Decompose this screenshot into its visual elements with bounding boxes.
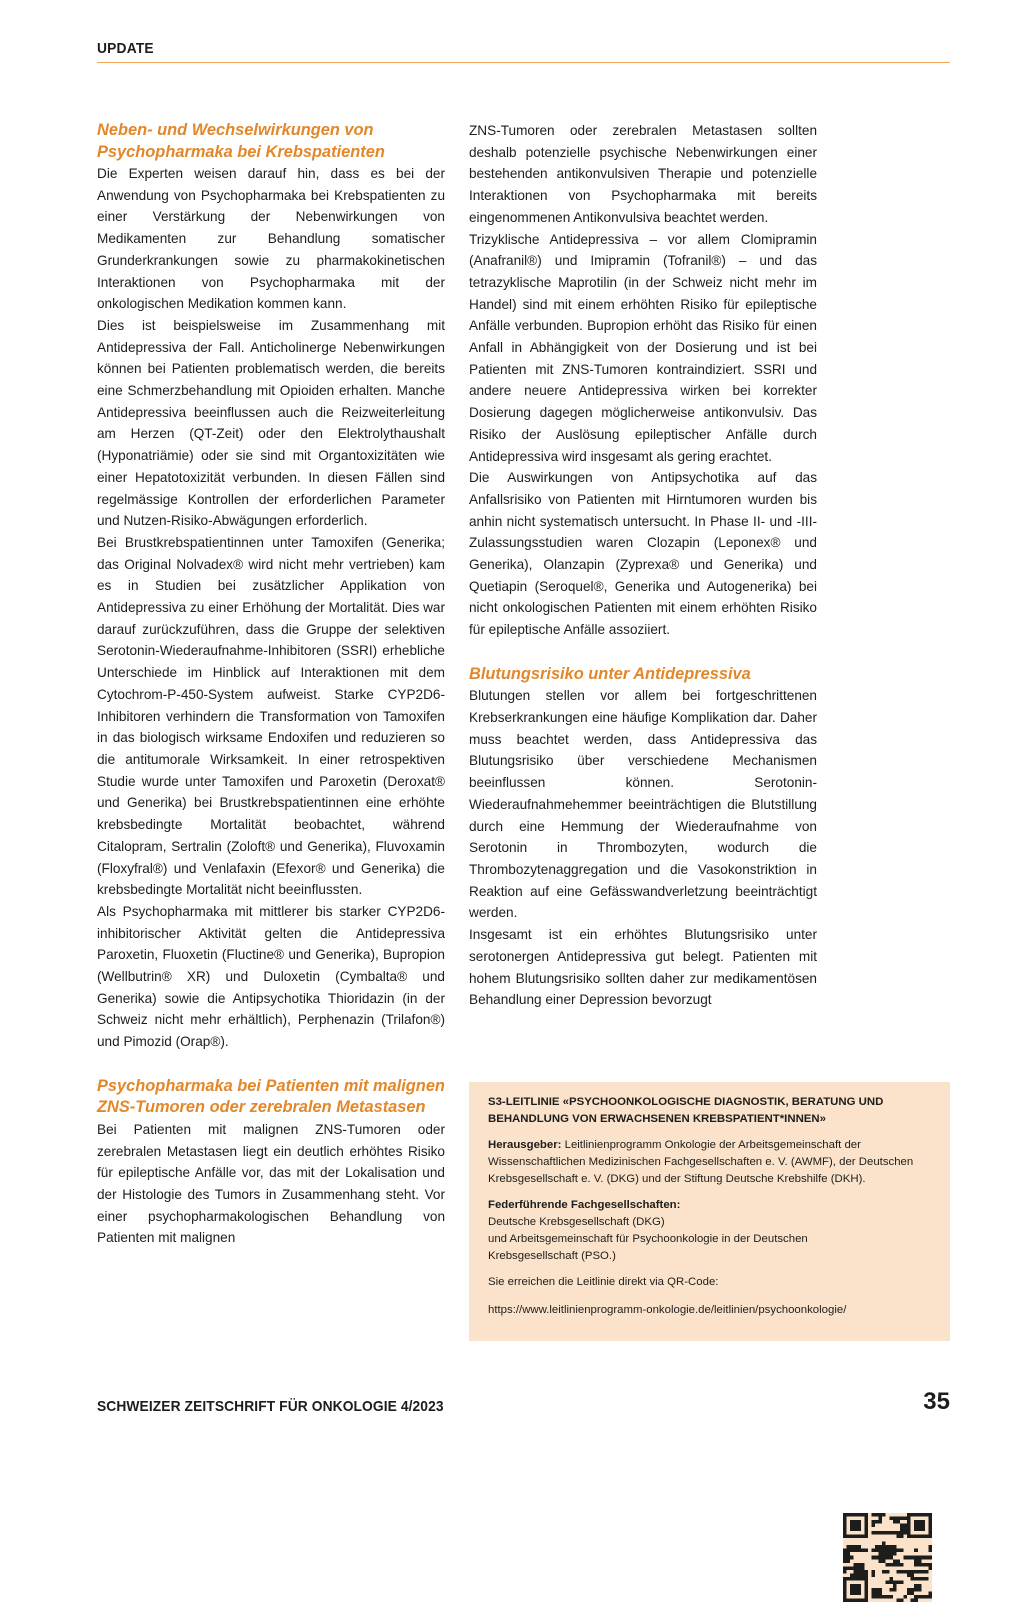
heading-side-effects: Neben- und Wechselwirkungen von Psychopharmaka bei Krebspatienten [97,121,385,161]
publisher-text: Leitlinienprogramm Onkologie der Arbeitsgemeinschaft der Wissenschaftlichen Medizinischen Fachgesellschaften e. V. (AWMF), der Deutschen Krebsgesellschaft e. V. (DKG) und der Stiftung Deutsche Krebshilfe (DKH). [488,1139,914,1185]
societies-block [488,1197,818,1265]
paragraph: Die Experten weisen darauf hin, dass es bei der Anwendung von Psychopharmaka bei Krebspatienten zu einer Verstärkung der Nebenwirkungen von Medikamenten zur Behandlung somatischer Grunderkrankungen sowie zu pharmakokinetischen Interaktionen von Psychopharmaka mit der onkologischen Medikation kommen kann. [97,166,445,312]
page-number: 35 [923,1388,950,1415]
paragraph: Bei Brustkrebspatientinnen unter Tamoxifen (Generika; das Original Nolvadex® wird nicht mehr vertrieben) kam es in Studien bei zusätzlicher Applikation von Antidepressiva zu einer Erhöhung der Mortalität. Dies war darauf zurückzuführen, dass die Gruppe der selektiven Serotonin-Wiederaufnahme-Inhibitoren (SSRI) erhebliche Unterschiede im Hinblick auf Interaktionen mit dem Cytochrom-P-450-System aufweist. Starke CYP2D6-Inhibitoren verhindern die Transformation von Tamoxifen in das biologisch wirksame Endoxifen und reduzieren so die antitumorale Wirksamkeit. In einer retrospektiven Studie wurde unter Tamoxifen und Paroxetin (Deroxat® und Generika) bei Brustkrebspatientinnen eine erhöhte krebsbedingte Mortalität beobachtet, während Citalopram, Sertralin (Zoloft® und Generika), Fluvoxamin (Floxyfral®) und Venlafaxin (Efexor® und Generika) die krebsbedingte Mortalität nicht beeinflussten. [97,534,445,898]
societies-label: Federführende Fachgesellschaften: [488,1199,681,1211]
paragraph: Blutungen stellen vor allem bei fortgeschrittenen Krebserkrankungen eine häufige Komplikation dar. Daher muss beachtet werden, dass Antidepressiva das Blutungsrisiko über verschiedene Mechanismen beeinflussen können. Serotonin-Wiederaufnahmehemmer beeinträchtigen die Blutstillung durch eine Hemmung der Wiederaufnahme von Serotonin in Thrombozyten, wodurch die Thrombozytenaggregation und die Vasokonstriktion in Reaktion auf eine Gefässwandverletzung beeinträchtigt werden. [469,688,817,921]
qr-hint: Sie erreichen die Leitlinie direkt via QR-Code: [488,1276,719,1288]
publisher-label: Herausgeber: [488,1139,562,1151]
qr-code-icon[interactable] [843,1513,932,1602]
right-column [469,120,817,1011]
paragraph: Bei Patienten mit malignen ZNS-Tumoren oder zerebralen Metastasen liegt ein deutlich erhöhtes Risiko für epileptische Anfälle vor, das mit der Lokalisation und der Histologie des Tumors in Zusammenhang steht. Vor einer psychopharmakologischen Behandlung von Patienten mit malignen [97,1121,445,1246]
publisher-block [488,1137,932,1188]
paragraph: Dies ist beispielsweise im Zusammenhang mit Antidepressiva der Fall. Anticholinerge Nebenwirkungen können bei Patienten problematisch werden, die bereits eine Schmerzbehandlung mit Opioiden erhalten. Manche Antidepressiva beeinflussen auch die Reizweiterleitung am Herzen (QT-Zeit) oder den Elektrolythaushalt (Hyponatriämie) oder sie sind mit Organtoxizitäten wie einer Hepatotoxizität verbunden. In diesen Fällen sind regelmässige Kontrollen der erforderlichen Parameter und Nutzen-Risiko-Abwägungen erforderlich. [97,317,445,529]
infobox-title [488,1094,932,1128]
infobox-title-line: BEHANDLUNG VON ERWACHSENEN KREBSPATIENT*INNEN» [488,1113,826,1125]
heading-cns-tumors: Psychopharmaka bei Patienten mit malignen ZNS-Tumoren oder zerebralen Metastasen [97,1076,445,1117]
paragraph: Als Psychopharmaka mit mittlerer bis starker CYP2D6-inhibitorischer Aktivität gelten die Antidepressiva Paroxetin, Fluoxetin (Fluctine® und Generika), Bupropion (Wellbutrin® XR) und Duloxetin (Cymbalta® und Generika) sowie die Antipsychotika Thioridazin (in der Schweiz nicht mehr erhältlich), Perphenazin (Trilafon®) und Pimozid (Orap®). [97,903,445,1050]
paragraph: Trizyklische Antidepressiva – vor allem Clomipramin (Anafranil®) und Imipramin (Tofranil®) – und das tetrazyklische Maprotilin (in der Schweiz nicht mehr im Handel) sind mit einem erhöhten Risiko für epileptische Anfälle verbunden. Bupropion erhöht das Risiko für einen Anfall in Abhängigkeit von der Dosierung und ist bei Patienten mit ZNS-Tumoren kontraindiziert. SSRI und andere neuere Antidepressiva wirken bei korrekter Dosierung dagegen möglicherweise antikonvulsiv. Das Risiko der Auslösung epileptischer Anfälle durch Antidepressiva wird insgesamt als gering erachtet. [469,231,817,464]
society-item: und Arbeitsgemeinschaft für Psychoonkologie in der Deutschen Krebsgesellschaft (PSO.) [488,1233,808,1262]
heading-bleeding-risk: Blutungsrisiko unter Antidepressiva [469,664,751,683]
section-label: UPDATE [97,40,154,57]
infobox-title-line: S3-LEITLINIE «PSYCHOONKOLOGISCHE DIAGNOSTIK, BERATUNG UND [488,1096,884,1108]
paragraph: Insgesamt ist ein erhöhtes Blutungsrisiko unter serotonergen Antidepressiva gut belegt. Patienten mit hohem Blutungsrisiko sollten daher zur medikamentösen Behandlung einer Depression bevorzugt [469,927,817,1008]
header-divider [97,62,950,63]
guideline-link[interactable]: https://www.leitlinienprogramm-onkologie.de/leitlinien/psychoonkologie/ [488,1304,847,1316]
society-item: Deutsche Krebsgesellschaft (DKG) [488,1216,665,1228]
paragraph: Die Auswirkungen von Antipsychotika auf das Anfallsrisiko von Patienten mit Hirntumoren wurden bis anhin nicht systematisch untersucht. In Phase II- und -III- Zulassungsstudien waren Clozapin (Leponex® und Generika), Olanzapin (Zyprexa® und Generika) und Quetiapin (Seroquel®, Generika und Autogenerika) bei nicht onkologischen Patienten mit einem erhöhten Risiko für epileptische Anfälle assoziiert. [469,470,817,638]
journal-title: SCHWEIZER ZEITSCHRIFT FÜR ONKOLOGIE 4/2023 [97,1398,444,1415]
left-column [97,120,445,1249]
guideline-infobox [469,1082,950,1341]
paragraph: ZNS-Tumoren oder zerebralen Metastasen sollten deshalb potenzielle psychische Nebenwirkungen einer bestehenden antikonvulsiven Therapie und potenzielle Interaktionen von Psychopharmaka mit bereits eingenommenen Antikonvulsiva beachtet werden. [469,123,817,225]
